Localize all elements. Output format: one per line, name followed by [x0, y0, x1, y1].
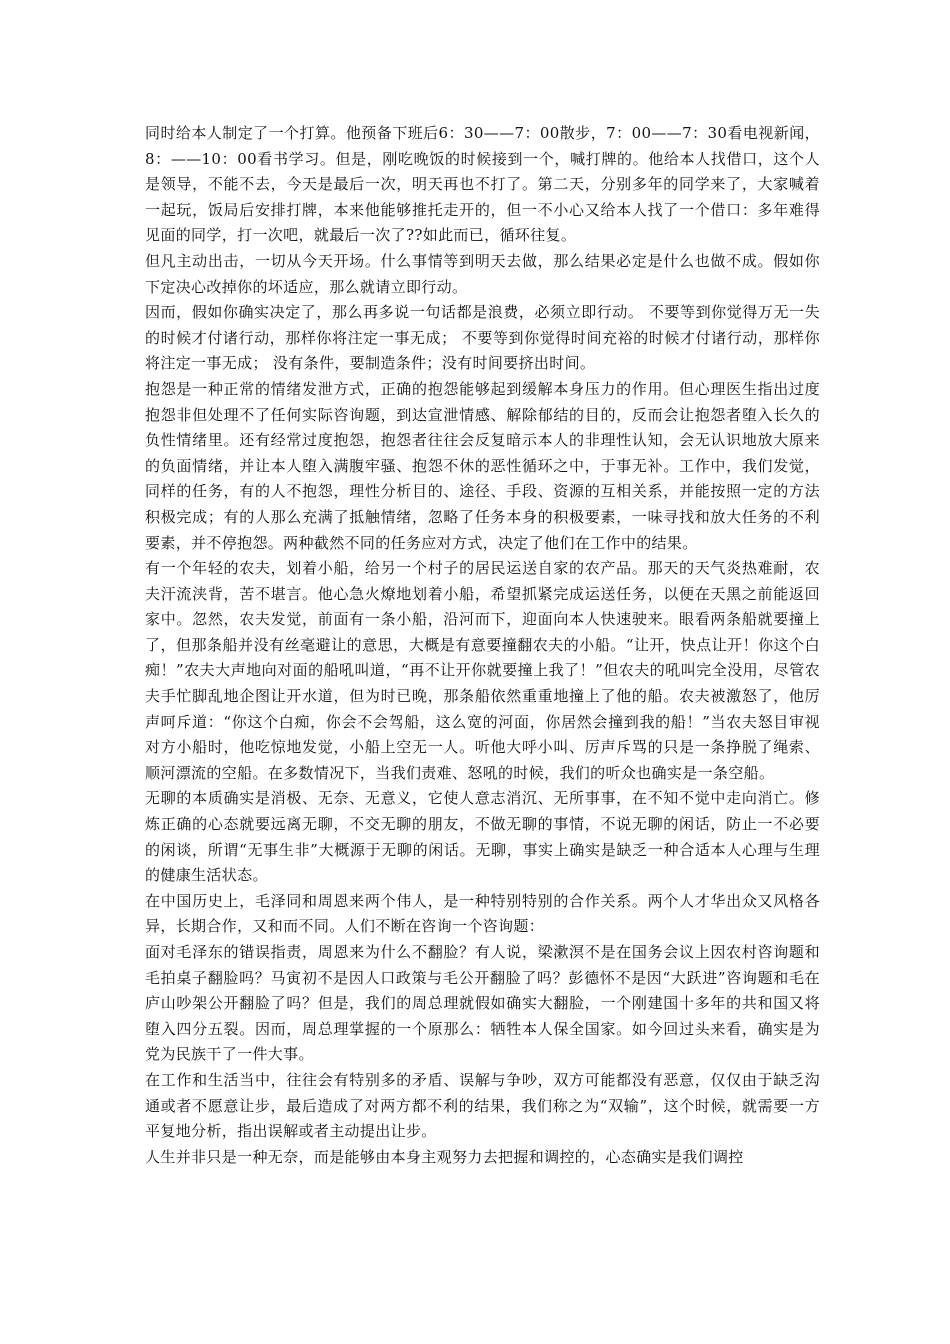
paragraph-act-now: 因而，假如你确实决定了，那么再多说一句话都是浪费，必须立即行动。 不要等到你觉得万无一失的时候才付诸行动，那样你将注定一事无成； 不要等到你觉得时间充裕的时候才付诸行动，那样你将注定一事无成； 没有条件，要制造条件；没有时间要挤出时间。	[145, 303, 820, 373]
paragraph-conflict: 在工作和生活当中，往往会有特别多的矛盾、误解与争吵，双方可能都没有恶意，仅仅由于缺乏沟通或者不愿意让步，最后造成了对两方都不利的结果，我们称之为“双输”，这个时候，就需要一方平复地分析，指出误解或者主动提出让步。	[145, 1070, 820, 1141]
paragraph-plan-example: 同时给本人制定了一个打算。他预备下班后6：30——7：00散步，7：00——7：30看电视新闻，8：——10：00看书学习。但是，刚吃晚饭的时候接到一个，喊打牌的。他给本人找借口，这个人是领导，不能不去，今天是最后一次，明天再也不打了。第二天，分别多年的同学来了，大家喊着一起玩，饭局后安排打牌，本来他能够推托走开的，但一不小心又给本人找了一个借口：多年难得见面的同学，打一次吧，就最后一次了??如此而已，循环往复。	[145, 124, 820, 245]
paragraph-complaining: 抱怨是一种正常的情绪发泄方式，正确的抱怨能够起到缓解本身压力的作用。但心理医生指出过度抱怨非但处理不了任何实际咨询题，到达宣泄情感、解除郁结的目的，反而会让抱怨者堕入长久的负性情绪里。还有经常过度抱怨，抱怨者往往会反复暗示本人的非理性认知，会无认识地放大原来的负面情绪，并让本人堕入满腹牢骚、抱怨不休的恶性循环之中，于事无补。工作中，我们发觉，同样的任务，有的人不抱怨，理性分析目的、途径、手段、资源的互相关系，并能按照一定的方法积极完成；有的人那么充满了抵触情绪，忽略了任务本身的积极要素，一味寻找和放大任务的不利要素，并不停抱怨。两种截然不同的任务应对方式，决定了他们在工作中的结果。	[145, 379, 820, 552]
document-body	[145, 121, 820, 1170]
paragraph-farmer-story: 有一个年轻的农夫，划着小船，给另一个村子的居民运送自家的农产品。那天的天气炎热难耐，农夫汗流浃背，苦不堪言。他心急火燎地划着小船，希望抓紧完成运送任务，以便在天黑之前能返回家中。忽然，农夫发觉，前面有一条小船，沿河而下，迎面向本人快速驶来。眼看两条船就要撞上了，但那条船并没有丝毫避让的意思，大概是有意要撞翻农夫的小船。“让开，快点让开！你这个白痴！”农夫大声地向对面的船吼叫道，“再不让开你就要撞上我了！”但农夫的吼叫完全没用，尽管农夫手忙脚乱地企图让开水道，但为时已晚，那条船依然重重地撞上了他的船。农夫被激怒了，他厉声呵斥道：“你这个白痴，你会不会驾船，这么宽的河面，你居然会撞到我的船！”当农夫怒目审视对方小船时，他吃惊地发觉，小船上空无一人。听他大呼小叫、厉声斥骂的只是一条挣脱了绳索、顺河漂流的空船。在多数情况下，当我们责难、怒吼的时候，我们的听众也确实是一条空船。	[145, 559, 820, 782]
paragraph-zhou-enlai: 面对毛泽东的错误指责，周恩来为什么不翻脸？有人说，梁漱溟不是在国务会议上因农村咨询题和毛拍桌子翻脸吗？马寅初不是因人口政策与毛公开翻脸了吗？彭德怀不是因“大跃进”咨询题和毛在庐山吵架公开翻脸了吗？但是，我们的周总理就假如确实大翻脸，一个刚建国十多年的共和国又将堕入四分五裂。因而，周总理掌握的一个原那么：牺牲本人保全国家。如今回过头来看，确实是为党为民族干了一件大事。	[145, 943, 820, 1064]
paragraph-start-today: 但凡主动出击，一切从今天开场。什么事情等到明天去做，那么结果必定是什么也做不成。假如你下定决心改掉你的坏适应，那么就请立即行动。	[145, 251, 820, 296]
paragraph-life-attitude: 人生并非只是一种无奈，而是能够由本身主观努力去把握和调控的，心态确实是我们调控	[145, 1147, 744, 1166]
paragraph-history-intro: 在中国历史上，毛泽同和周恩来两个伟人，是一种特别特别的合作关系。两个人才华出众又风格各异，长期合作，又和而不同。人们不断在咨询一个咨询题：	[145, 891, 820, 936]
paragraph-boredom: 无聊的本质确实是消极、无奈、无意义，它使人意志消沉、无所事事，在不知不觉中走向消亡。修炼正确的心态就要远离无聊，不交无聊的朋友，不做无聊的事情，不说无聊的闲话，防止一不必要的闲谈，所谓“无事生非”大概源于无聊的闲话。无聊，事实上确实是缺乏一种合适本人心理与生理的健康生活状态。	[145, 789, 820, 885]
